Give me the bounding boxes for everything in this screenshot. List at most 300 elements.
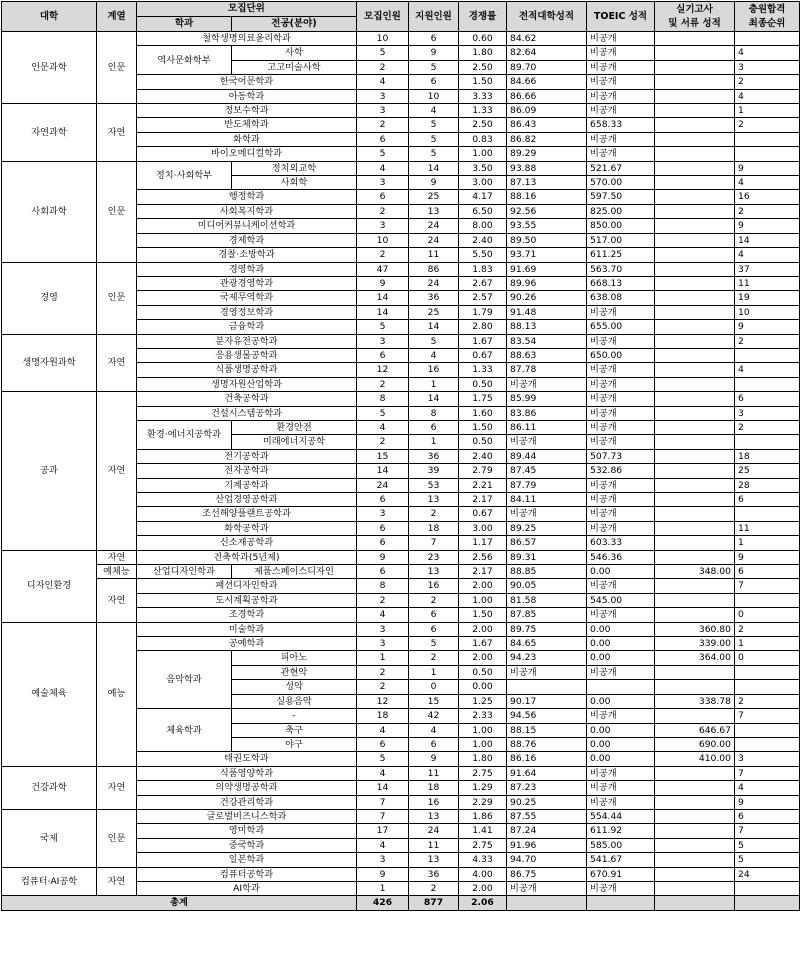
quota-cell: 14	[357, 305, 409, 319]
toeic-cell: 비공개	[587, 132, 655, 146]
waitlist-cell: 11	[735, 521, 800, 535]
competition-cell: 2.21	[459, 478, 507, 492]
quota-cell: 6	[357, 190, 409, 204]
competition-cell: 1.33	[459, 363, 507, 377]
competition-cell: 1.33	[459, 104, 507, 118]
competition-cell: 1.25	[459, 694, 507, 708]
col-applicants: 지원인원	[409, 2, 459, 32]
quota-cell: 9	[357, 276, 409, 290]
gpa-cell: 81.58	[507, 593, 587, 607]
college-cell: 공과	[2, 392, 97, 550]
track-cell: 인문	[97, 32, 137, 104]
gpa-cell: 89.25	[507, 521, 587, 535]
gpa-cell: 86.82	[507, 132, 587, 146]
gpa-cell: 94.70	[507, 853, 587, 867]
gpa-cell: 88.76	[507, 737, 587, 751]
quota-cell: 14	[357, 781, 409, 795]
quota-cell: 12	[357, 694, 409, 708]
dept-cell: 산업디자인학과	[137, 565, 232, 579]
applicants-cell: 11	[409, 838, 459, 852]
gpa-cell: 88.15	[507, 723, 587, 737]
practical-cell	[655, 435, 735, 449]
practical-cell	[655, 161, 735, 175]
quota-cell: 8	[357, 392, 409, 406]
gpa-cell: 89.50	[507, 233, 587, 247]
practical-cell	[655, 867, 735, 881]
quota-cell: 5	[357, 147, 409, 161]
gpa-cell: 83.86	[507, 406, 587, 420]
applicants-cell: 24	[409, 219, 459, 233]
applicants-cell: 2	[409, 881, 459, 895]
applicants-cell: 6	[409, 737, 459, 751]
major-cell: 야구	[232, 737, 357, 751]
track-cell: 자연	[97, 550, 137, 564]
toeic-cell: 638.08	[587, 291, 655, 305]
toeic-cell: 521.67	[587, 161, 655, 175]
table-row	[2, 867, 800, 881]
total-empty	[655, 896, 735, 910]
competition-cell: 0.50	[459, 435, 507, 449]
waitlist-cell: 1	[735, 637, 800, 651]
waitlist-cell: 11	[735, 276, 800, 290]
toeic-cell: 비공개	[587, 478, 655, 492]
major-cell: 제품스페이스디자인	[232, 565, 357, 579]
toeic-cell: 0.00	[587, 565, 655, 579]
dept-cell: 식품생명공학과	[137, 363, 357, 377]
waitlist-cell: 25	[735, 464, 800, 478]
total-applicants: 877	[409, 896, 459, 910]
college-cell: 경영	[2, 262, 97, 334]
table-row	[2, 565, 800, 579]
toeic-cell: 554.44	[587, 809, 655, 823]
waitlist-cell: 7	[735, 824, 800, 838]
applicants-cell: 2	[409, 593, 459, 607]
competition-cell: 1.29	[459, 781, 507, 795]
toeic-cell: 541.67	[587, 853, 655, 867]
applicants-cell: 11	[409, 766, 459, 780]
major-cell: 사회학	[232, 176, 357, 190]
gpa-cell: 91.48	[507, 305, 587, 319]
gpa-cell: 93.71	[507, 248, 587, 262]
gpa-cell: 86.43	[507, 118, 587, 132]
toeic-cell	[587, 680, 655, 694]
competition-cell: 2.50	[459, 118, 507, 132]
gpa-cell: 비공개	[507, 665, 587, 679]
gpa-cell: 87.23	[507, 781, 587, 795]
dept-cell: 경영정보학과	[137, 305, 357, 319]
toeic-cell: 비공개	[587, 795, 655, 809]
practical-cell	[655, 305, 735, 319]
toeic-cell: 517.00	[587, 233, 655, 247]
practical-cell	[655, 320, 735, 334]
dept-cell: 행정학과	[137, 190, 357, 204]
competition-cell: 1.00	[459, 593, 507, 607]
applicants-cell: 39	[409, 464, 459, 478]
dept-cell: 국제무역학과	[137, 291, 357, 305]
gpa-cell: 90.26	[507, 291, 587, 305]
quota-cell: 6	[357, 348, 409, 362]
gpa-cell: 87.79	[507, 478, 587, 492]
total-empty	[507, 896, 587, 910]
dept-cell: 한국어문학과	[137, 75, 357, 89]
practical-cell	[655, 248, 735, 262]
toeic-cell: 비공개	[587, 579, 655, 593]
waitlist-cell: 2	[735, 204, 800, 218]
practical-cell	[655, 608, 735, 622]
competition-cell: 2.50	[459, 60, 507, 74]
waitlist-cell: 2	[735, 334, 800, 348]
waitlist-cell: 7	[735, 709, 800, 723]
quota-cell: 4	[357, 75, 409, 89]
competition-cell: 2.80	[459, 320, 507, 334]
practical-cell: 360.80	[655, 622, 735, 636]
practical-cell	[655, 795, 735, 809]
applicants-cell: 13	[409, 565, 459, 579]
gpa-cell: 90.25	[507, 795, 587, 809]
practical-cell	[655, 536, 735, 550]
dept-cell: 의약생명공학과	[137, 781, 357, 795]
waitlist-cell: 3	[735, 752, 800, 766]
waitlist-cell: 2	[735, 118, 800, 132]
gpa-cell: 91.69	[507, 262, 587, 276]
dept-cell: 철학생명의료윤리학과	[137, 32, 357, 46]
applicants-cell: 5	[409, 60, 459, 74]
dept-cell: 반도체학과	[137, 118, 357, 132]
waitlist-cell: 28	[735, 478, 800, 492]
waitlist-cell: 2	[735, 622, 800, 636]
dept-cell: 건축학과(5년제)	[137, 550, 357, 564]
track-cell: 예체능	[97, 565, 137, 579]
dept-cell: 화학공학과	[137, 521, 357, 535]
toeic-cell: 비공개	[587, 406, 655, 420]
table-row	[2, 392, 800, 406]
waitlist-cell: 9	[735, 320, 800, 334]
practical-cell	[655, 190, 735, 204]
waitlist-cell	[735, 723, 800, 737]
practical-cell	[655, 118, 735, 132]
toeic-cell: 비공개	[587, 881, 655, 895]
dept-cell: 정치·사회학부	[137, 161, 232, 190]
applicants-cell: 23	[409, 550, 459, 564]
college-cell: 국제	[2, 809, 97, 867]
competition-cell: 1.75	[459, 392, 507, 406]
quota-cell: 9	[357, 867, 409, 881]
waitlist-cell: 4	[735, 248, 800, 262]
competition-cell: 1.67	[459, 637, 507, 651]
dept-cell: 영미학과	[137, 824, 357, 838]
practical-cell	[655, 420, 735, 434]
practical-cell: 348.00	[655, 565, 735, 579]
practical-cell	[655, 550, 735, 564]
dept-cell: 태권도학과	[137, 752, 357, 766]
gpa-cell: 87.55	[507, 809, 587, 823]
gpa-cell: 91.96	[507, 838, 587, 852]
competition-cell: 2.40	[459, 449, 507, 463]
practical-cell	[655, 147, 735, 161]
toeic-cell: 비공개	[587, 75, 655, 89]
applicants-cell: 4	[409, 348, 459, 362]
waitlist-cell: 6	[735, 392, 800, 406]
toeic-cell: 비공개	[587, 60, 655, 74]
applicants-cell: 1	[409, 377, 459, 391]
toeic-cell: 546.36	[587, 550, 655, 564]
waitlist-cell: 14	[735, 233, 800, 247]
quota-cell: 12	[357, 363, 409, 377]
practical-cell	[655, 521, 735, 535]
waitlist-cell	[735, 32, 800, 46]
practical-cell: 646.67	[655, 723, 735, 737]
competition-cell: 2.57	[459, 291, 507, 305]
quota-cell: 15	[357, 449, 409, 463]
toeic-cell: 611.25	[587, 248, 655, 262]
dept-cell: 정보수학과	[137, 104, 357, 118]
competition-cell: 2.33	[459, 709, 507, 723]
quota-cell: 2	[357, 593, 409, 607]
dept-cell: AI학과	[137, 881, 357, 895]
quota-cell: 4	[357, 723, 409, 737]
quota-cell: 10	[357, 32, 409, 46]
waitlist-cell: 6	[735, 809, 800, 823]
quota-cell: 2	[357, 377, 409, 391]
applicants-cell: 14	[409, 320, 459, 334]
practical-cell	[655, 219, 735, 233]
table-row	[2, 579, 800, 593]
competition-cell: 1.83	[459, 262, 507, 276]
competition-cell: 1.00	[459, 723, 507, 737]
applicants-cell: 4	[409, 104, 459, 118]
waitlist-cell: 6	[735, 565, 800, 579]
quota-cell: 5	[357, 320, 409, 334]
toeic-cell: 655.00	[587, 320, 655, 334]
applicants-cell: 36	[409, 867, 459, 881]
toeic-cell: 597.50	[587, 190, 655, 204]
gpa-cell: 86.75	[507, 867, 587, 881]
applicants-cell: 9	[409, 46, 459, 60]
practical-cell	[655, 262, 735, 276]
gpa-cell: 84.66	[507, 75, 587, 89]
table-row	[2, 550, 800, 564]
toeic-cell: 비공개	[587, 507, 655, 521]
col-major: 전공(분야)	[232, 17, 357, 32]
toeic-cell: 비공개	[587, 521, 655, 535]
gpa-cell: 89.70	[507, 60, 587, 74]
dept-cell: 전기공학과	[137, 449, 357, 463]
practical-cell	[655, 464, 735, 478]
dept-cell: 건강관리학과	[137, 795, 357, 809]
gpa-cell: 90.17	[507, 694, 587, 708]
toeic-cell: 0.00	[587, 622, 655, 636]
waitlist-cell: 1	[735, 536, 800, 550]
total-quota: 426	[357, 896, 409, 910]
gpa-cell: 89.44	[507, 449, 587, 463]
toeic-cell: 585.00	[587, 838, 655, 852]
applicants-cell: 36	[409, 291, 459, 305]
applicants-cell: 7	[409, 536, 459, 550]
waitlist-cell: 4	[735, 176, 800, 190]
quota-cell: 1	[357, 651, 409, 665]
gpa-cell: 85.99	[507, 392, 587, 406]
competition-cell: 2.75	[459, 838, 507, 852]
quota-cell: 14	[357, 464, 409, 478]
practical-cell	[655, 507, 735, 521]
applicants-cell: 9	[409, 752, 459, 766]
gpa-cell: 84.11	[507, 493, 587, 507]
quota-cell: 2	[357, 248, 409, 262]
competition-cell: 1.86	[459, 809, 507, 823]
quota-cell: 5	[357, 752, 409, 766]
dept-cell: 식품영양학과	[137, 766, 357, 780]
applicants-cell: 5	[409, 118, 459, 132]
competition-cell: 3.50	[459, 161, 507, 175]
col-university: 대학	[2, 2, 97, 32]
waitlist-cell: 4	[735, 46, 800, 60]
applicants-cell: 8	[409, 406, 459, 420]
practical-cell: 339.00	[655, 637, 735, 651]
quota-cell: 7	[357, 795, 409, 809]
toeic-cell: 0.00	[587, 723, 655, 737]
competition-cell: 2.00	[459, 622, 507, 636]
practical-cell	[655, 680, 735, 694]
toeic-cell: 658.33	[587, 118, 655, 132]
competition-cell: 2.00	[459, 651, 507, 665]
applicants-cell: 24	[409, 276, 459, 290]
gpa-cell: 86.57	[507, 536, 587, 550]
applicants-cell: 14	[409, 161, 459, 175]
competition-cell: 2.67	[459, 276, 507, 290]
col-track: 계열	[97, 2, 137, 32]
applicants-cell: 53	[409, 478, 459, 492]
practical-cell	[655, 781, 735, 795]
applicants-cell: 36	[409, 449, 459, 463]
toeic-cell: 비공개	[587, 104, 655, 118]
applicants-cell: 86	[409, 262, 459, 276]
col-waitlist: 충원합격 최종순위	[735, 2, 800, 32]
dept-cell: 일본학과	[137, 853, 357, 867]
competition-cell: 0.50	[459, 665, 507, 679]
gpa-cell: 88.85	[507, 565, 587, 579]
gpa-cell: 86.11	[507, 420, 587, 434]
dept-cell: 조선해양플랜트공학과	[137, 507, 357, 521]
quota-cell: 47	[357, 262, 409, 276]
waitlist-cell: 3	[735, 60, 800, 74]
gpa-cell: 94.23	[507, 651, 587, 665]
dept-cell: 건설시스템공학과	[137, 406, 357, 420]
waitlist-cell	[735, 147, 800, 161]
toeic-cell: 670.91	[587, 867, 655, 881]
competition-cell: 4.17	[459, 190, 507, 204]
toeic-cell: 532.86	[587, 464, 655, 478]
applicants-cell: 25	[409, 305, 459, 319]
quota-cell: 24	[357, 478, 409, 492]
toeic-cell: 0.00	[587, 694, 655, 708]
college-cell: 건강과학	[2, 766, 97, 809]
table-header	[2, 2, 800, 32]
practical-cell	[655, 60, 735, 74]
waitlist-cell	[735, 737, 800, 751]
competition-cell: 1.00	[459, 147, 507, 161]
quota-cell: 2	[357, 204, 409, 218]
table-row	[2, 32, 800, 46]
gpa-cell	[507, 680, 587, 694]
dept-cell: 기계공학과	[137, 478, 357, 492]
toeic-cell: 비공개	[587, 334, 655, 348]
quota-cell: 3	[357, 334, 409, 348]
major-cell: 고고미술사학	[232, 60, 357, 74]
practical-cell	[655, 46, 735, 60]
dept-cell: 화학과	[137, 132, 357, 146]
col-practical: 실기고사 및 서류 성적	[655, 2, 735, 32]
competition-cell: 2.00	[459, 579, 507, 593]
waitlist-cell	[735, 881, 800, 895]
quota-cell: 18	[357, 709, 409, 723]
practical-cell	[655, 334, 735, 348]
dept-cell: 도시계획공학과	[137, 593, 357, 607]
competition-cell: 0.50	[459, 377, 507, 391]
practical-cell: 364.00	[655, 651, 735, 665]
applicants-cell: 14	[409, 392, 459, 406]
dept-cell: 중국학과	[137, 838, 357, 852]
quota-cell: 3	[357, 507, 409, 521]
waitlist-cell: 10	[735, 305, 800, 319]
competition-cell: 2.17	[459, 493, 507, 507]
waitlist-cell: 5	[735, 853, 800, 867]
practical-cell	[655, 32, 735, 46]
dept-cell: 환경·에너지공학과	[137, 420, 232, 449]
applicants-cell: 0	[409, 680, 459, 694]
competition-cell: 0.00	[459, 680, 507, 694]
toeic-cell: 비공개	[587, 608, 655, 622]
quota-cell: 6	[357, 536, 409, 550]
quota-cell: 9	[357, 550, 409, 564]
gpa-cell: 84.62	[507, 32, 587, 46]
waitlist-cell: 19	[735, 291, 800, 305]
gpa-cell: 86.66	[507, 89, 587, 103]
table-row	[2, 104, 800, 118]
toeic-cell: 비공개	[587, 305, 655, 319]
dept-cell: 체육학과	[137, 709, 232, 752]
col-gpa: 전적대학성적	[507, 2, 587, 32]
practical-cell	[655, 176, 735, 190]
competition-cell: 2.17	[459, 565, 507, 579]
toeic-cell: 비공개	[587, 709, 655, 723]
dept-cell: 컴퓨터공학과	[137, 867, 357, 881]
quota-cell: 17	[357, 824, 409, 838]
track-cell: 인문	[97, 161, 137, 262]
gpa-cell: 비공개	[507, 881, 587, 895]
toeic-cell: 0.00	[587, 737, 655, 751]
track-cell: 자연	[97, 867, 137, 896]
applicants-cell: 13	[409, 493, 459, 507]
practical-cell	[655, 593, 735, 607]
competition-cell: 1.80	[459, 46, 507, 60]
competition-cell: 1.67	[459, 334, 507, 348]
waitlist-cell	[735, 507, 800, 521]
gpa-cell: 88.13	[507, 320, 587, 334]
applicants-cell: 6	[409, 75, 459, 89]
gpa-cell: 88.16	[507, 190, 587, 204]
major-cell: 관현악	[232, 665, 357, 679]
gpa-cell: 89.75	[507, 622, 587, 636]
practical-cell	[655, 348, 735, 362]
gpa-cell: 86.09	[507, 104, 587, 118]
major-cell: 실용음악	[232, 694, 357, 708]
applicants-cell: 42	[409, 709, 459, 723]
gpa-cell: 87.78	[507, 363, 587, 377]
practical-cell	[655, 204, 735, 218]
practical-cell	[655, 493, 735, 507]
practical-cell	[655, 233, 735, 247]
college-cell: 컴퓨터·AI공학	[2, 867, 97, 896]
